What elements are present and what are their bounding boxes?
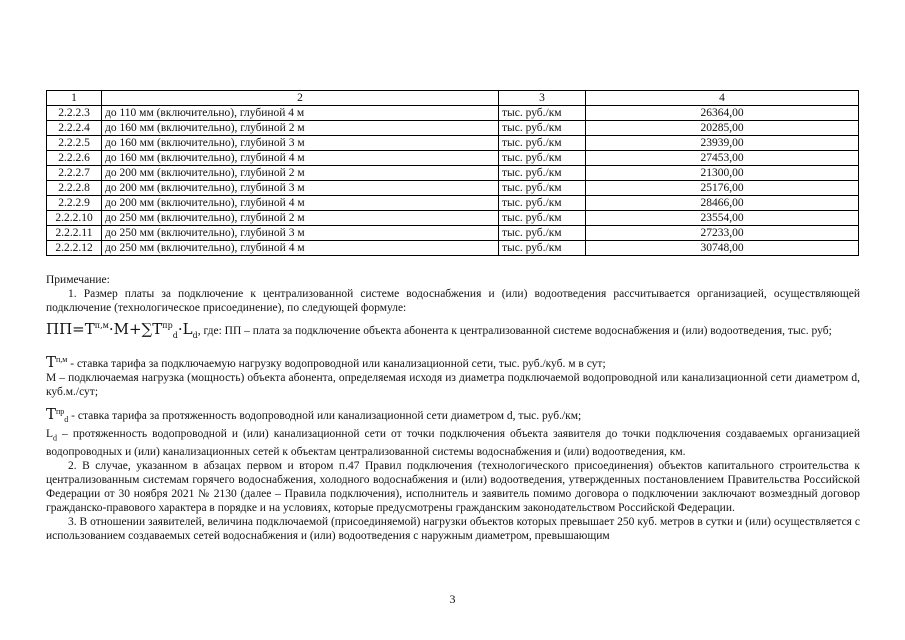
row-code: 2.2.2.8: [47, 181, 102, 196]
row-value: 26364,00: [586, 106, 859, 121]
definition-tpm: $Т^{п,м}$ - ставка тарифа за подключаемую нагрузку водопроводной или канализационной сети, тыс. руб./куб. м в сут;: [46, 352, 606, 371]
row-value: 25176,00: [586, 181, 859, 196]
note-paragraph-1: 1. Размер платы за подключение к централизованной системе водоснабжения и (или) водоотведения рассчитывается организацией, осуществляющей подключение (технологическое присоединение), по следующей формуле:: [46, 288, 860, 314]
formula-line: $ПП=Т^{п,м}\cdot М+\sum Т^{пр}_d\cdot L_d$, где: ПП – плата за подключение объекта абонента к централизованной системе водоснабжения и (или) водоотведения, тыс. руб;: [46, 320, 832, 340]
row-code: 2.2.2.11: [47, 226, 102, 241]
header-cell: 3: [499, 91, 586, 106]
table-row: [47, 106, 859, 121]
definition-m: М – подключаемая нагрузка (мощность) объекта абонента, определяемая исходя из диаметра подключаемой водопроводной или канализационной сети диаметром d, куб.м./сут;: [46, 371, 860, 398]
table-row: [47, 241, 859, 256]
row-description: до 250 мм (включительно), глубиной 4 м: [102, 241, 499, 256]
row-code: 2.2.2.3: [47, 106, 102, 121]
row-unit: тыс. руб./км: [499, 226, 586, 241]
row-unit: тыс. руб./км: [499, 166, 586, 181]
table-row: [47, 166, 859, 181]
note-paragraph-2: 2. В случае, указанном в абзацах первом и втором п.47 Правил подключения (технологического присоединения) объектов капитального строительства к централизованным системам горячего водоснабжения, холодного водоснабжения и (или) водоотведения, утвержденных постановлением Правительства Российской Федерации от 30 ноября 2021 № 2130 (далее – Правила подключения), исполнитель и заявитель помимо договора о подключении заключают возмездный договор гражданско-правового характера в порядке и на условиях, которые предусмотрены гражданским законодательством Российской Федерации.: [46, 460, 860, 515]
table-row: [47, 211, 859, 226]
row-description: до 160 мм (включительно), глубиной 4 м: [102, 151, 499, 166]
row-value: 27233,00: [586, 226, 859, 241]
header-cell: 4: [586, 91, 859, 106]
definition-tpr: $Т^{пр}_d$ - ставка тарифа за протяженность водопроводной или канализационной сети диаметром d, тыс. руб./км;: [46, 404, 582, 424]
row-code: 2.2.2.10: [47, 211, 102, 226]
table-row: [47, 196, 859, 211]
row-unit: тыс. руб./км: [499, 196, 586, 211]
row-description: до 160 мм (включительно), глубиной 3 м: [102, 136, 499, 151]
row-value: 20285,00: [586, 121, 859, 136]
row-unit: тыс. руб./км: [499, 136, 586, 151]
notes-heading: Примечание:: [46, 274, 110, 286]
row-code: 2.2.2.4: [47, 121, 102, 136]
row-code: 2.2.2.6: [47, 151, 102, 166]
row-value: 28466,00: [586, 196, 859, 211]
row-code: 2.2.2.7: [47, 166, 102, 181]
tariff-table: [46, 90, 859, 256]
row-unit: тыс. руб./км: [499, 151, 586, 166]
row-value: 27453,00: [586, 151, 859, 166]
row-unit: тыс. руб./км: [499, 241, 586, 256]
note-paragraph-3: 3. В отношении заявителей, величина подключаемой (присоединяемой) нагрузки объектов которых превышает 250 куб. метров в сутки и (или) осуществляется с использованием создаваемых сетей водоснабжения и (или) водоотведения с наружным диаметром, превышающим: [46, 516, 860, 543]
row-description: до 160 мм (включительно), глубиной 2 м: [102, 121, 499, 136]
header-cell: 2: [102, 91, 499, 106]
row-description: до 250 мм (включительно), глубиной 2 м: [102, 211, 499, 226]
formula: $ПП=Т^{п,м}\cdot М+\sum Т^{пр}_d\cdot L_d$: [46, 320, 198, 340]
row-value: 23554,00: [586, 211, 859, 226]
row-code: 2.2.2.5: [47, 136, 102, 151]
row-unit: тыс. руб./км: [499, 211, 586, 226]
row-description: до 200 мм (включительно), глубиной 2 м: [102, 166, 499, 181]
table-row: [47, 136, 859, 151]
header-cell: 1: [47, 91, 102, 106]
row-unit: тыс. руб./км: [499, 106, 586, 121]
row-value: 30748,00: [586, 241, 859, 256]
table-row: [47, 151, 859, 166]
row-unit: тыс. руб./км: [499, 121, 586, 136]
table-row: [47, 121, 859, 136]
row-unit: тыс. руб./км: [499, 181, 586, 196]
row-code: 2.2.2.12: [47, 241, 102, 256]
table-row: [47, 181, 859, 196]
row-code: 2.2.2.9: [47, 196, 102, 211]
row-description: до 250 мм (включительно), глубиной 3 м: [102, 226, 499, 241]
page-number: 3: [449, 592, 456, 606]
formula-description: где: ПП – плата за подключение объекта абонента к централизованной системе водоснабжения и (или) водоотведения, тыс. руб;: [200, 325, 832, 337]
table-header-row: [47, 91, 859, 106]
definition-ld: $L_d$ – протяженность водопроводной и (или) канализационной сети от точки подключения объекта заявителя до точки подключения создаваемых организацией водопроводных и (или) канализационных сетей к объектам централизованной системы водоснабжения и (или) водоотведения, км.: [46, 427, 860, 459]
table-row: [47, 226, 859, 241]
row-value: 21300,00: [586, 166, 859, 181]
row-description: до 110 мм (включительно), глубиной 4 м: [102, 106, 499, 121]
row-value: 23939,00: [586, 136, 859, 151]
row-description: до 200 мм (включительно), глубиной 3 м: [102, 181, 499, 196]
row-description: до 200 мм (включительно), глубиной 4 м: [102, 196, 499, 211]
notes-section: [46, 273, 860, 543]
